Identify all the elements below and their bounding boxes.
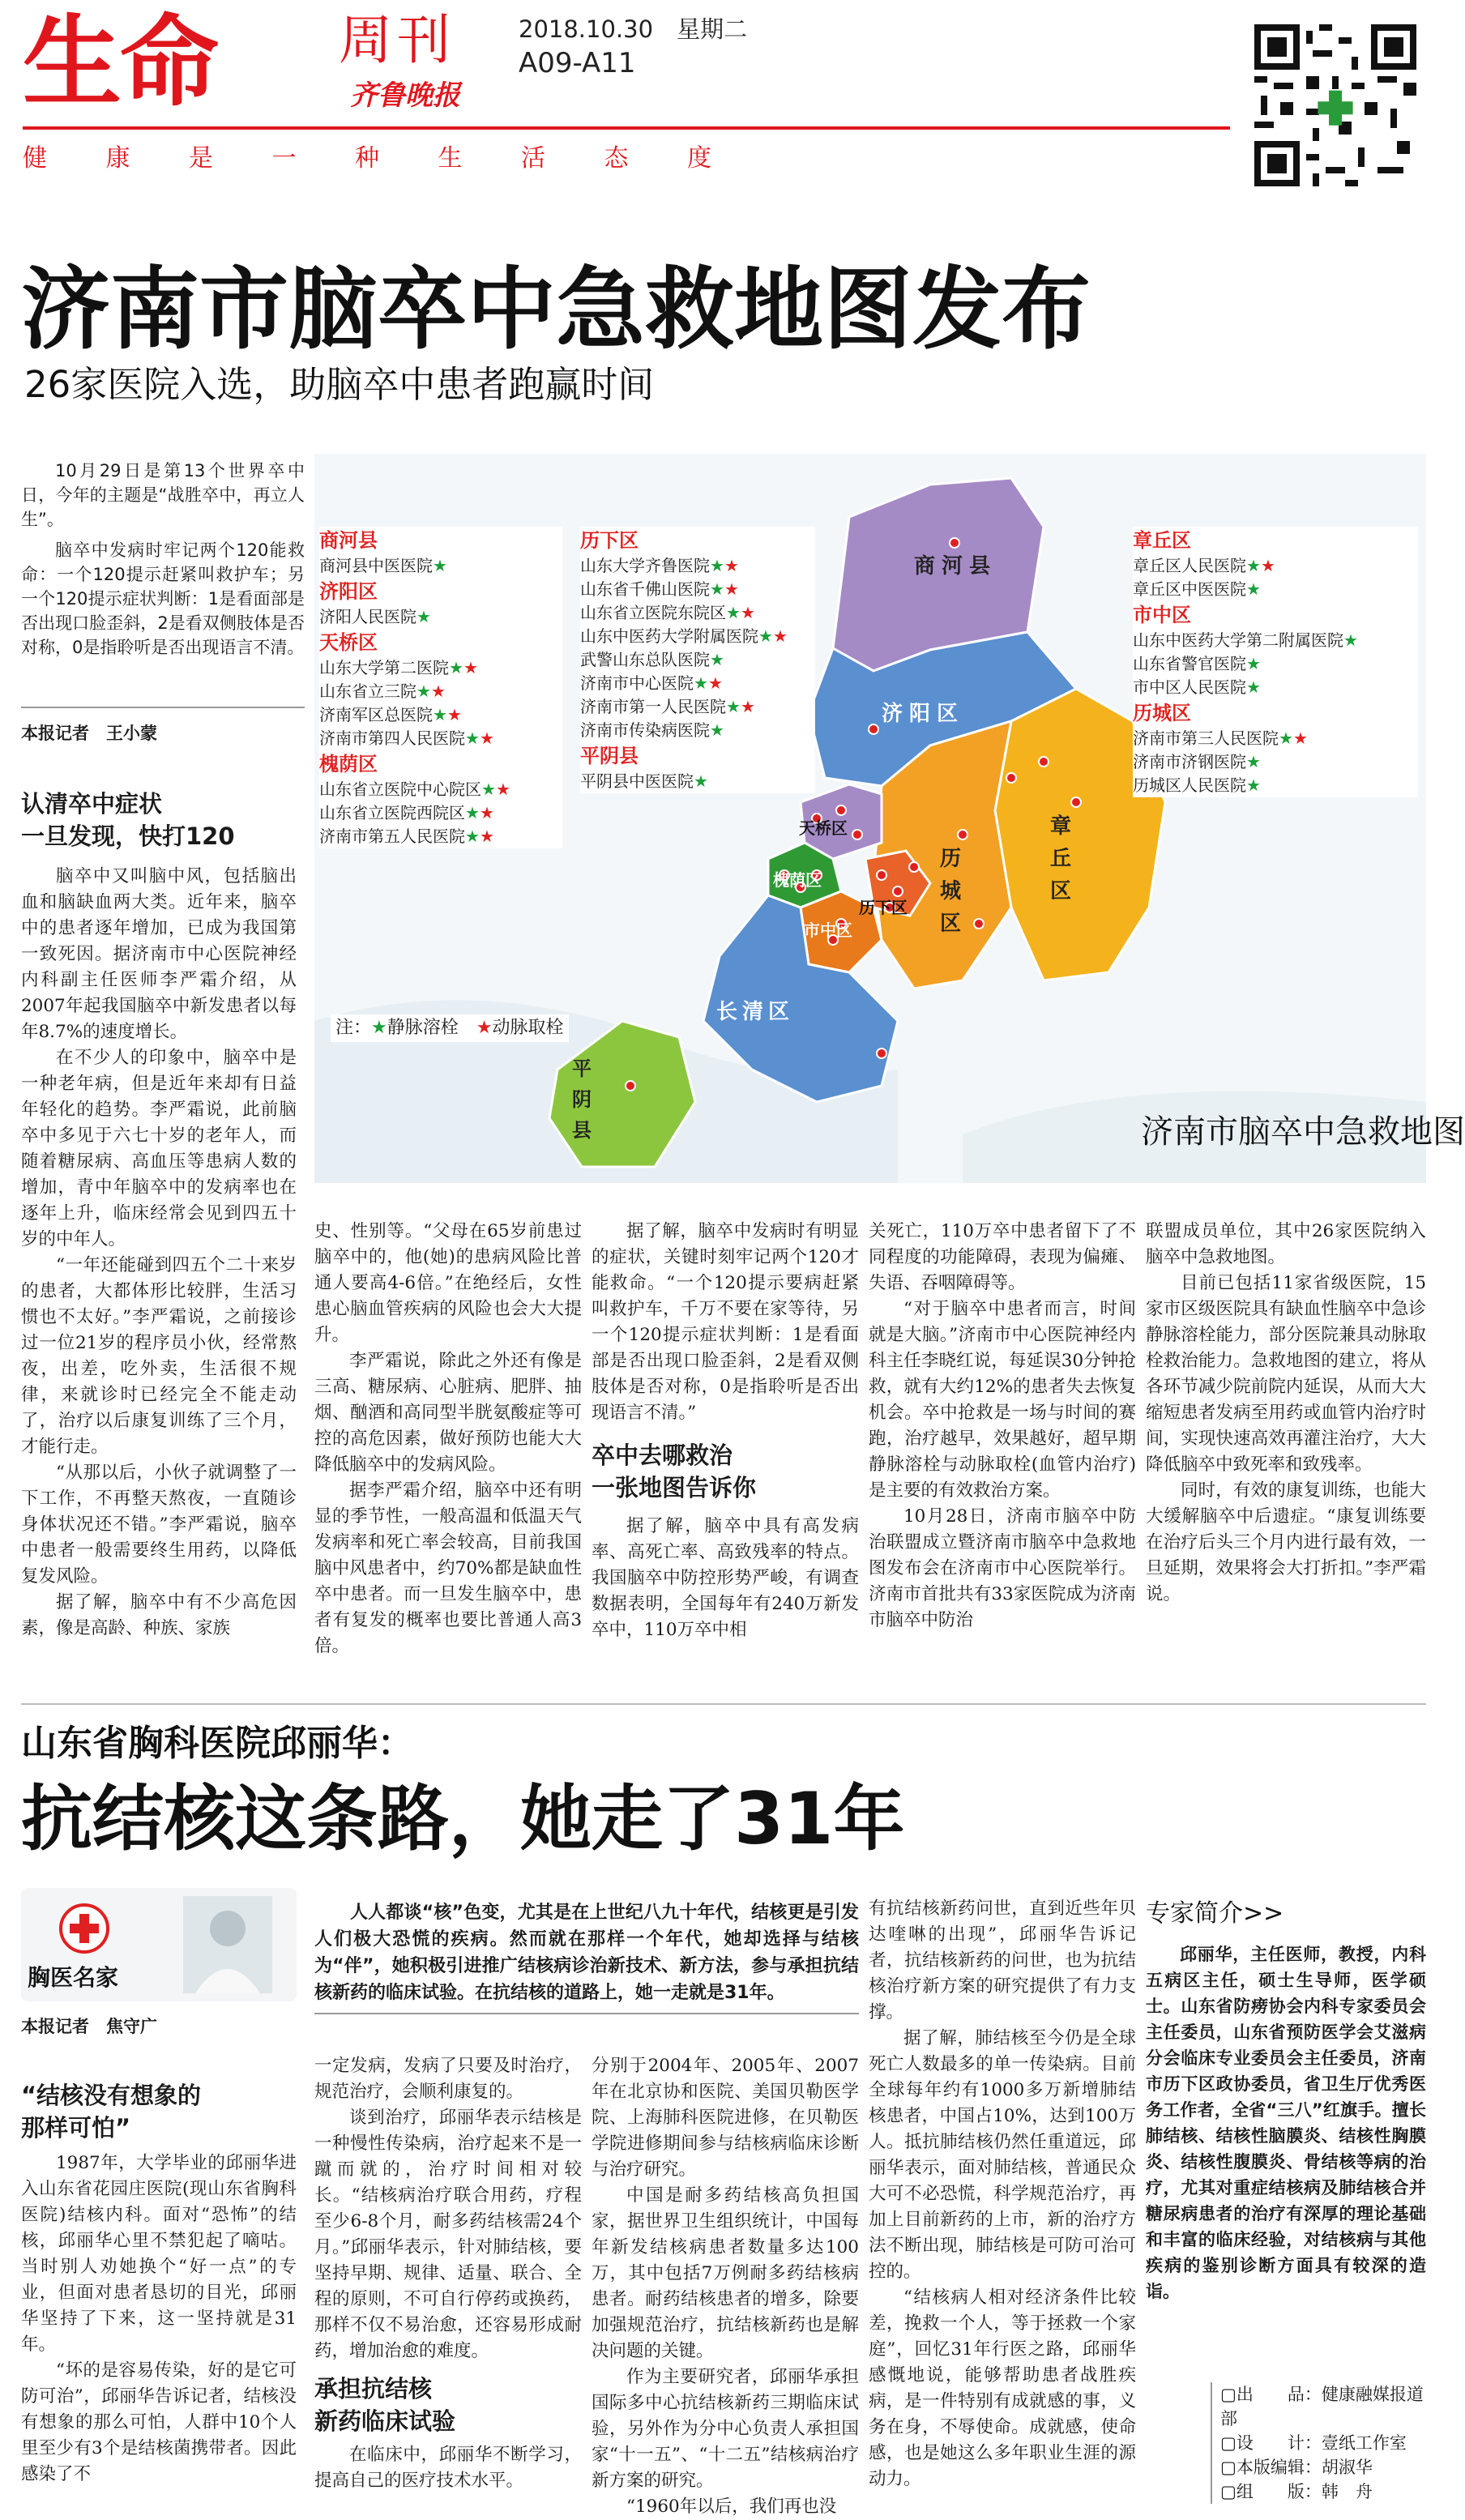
article1-subtitle: 26家医院入选，助脑卒中患者跑赢时间 — [24, 363, 655, 406]
list-item: 济南市第四人民医院★★ — [319, 728, 494, 748]
article2-section1-title: “结核没有想象的 那样可怕” — [21, 2082, 202, 2142]
district-label-zhangqiu: 章丘区 — [1050, 814, 1072, 903]
brand-logo: 生命 — [23, 5, 217, 120]
map-hospital-list-right — [1133, 527, 1418, 797]
district-label-jiyang: 济阳区 — [882, 702, 965, 726]
article1-column-5: 联盟成员单位，其中26家医院纳入脑卒中急救地图。 目前已包括11家省级医院，15家市区级医院具有缺血性脑卒中急诊静脉溶栓能力，部分医院兼具动脉取栓救治能力。急救地图的建立，将从各环节减少院前院内延误，从而大大缩短患者发病至用药或血管内治疗时间，实现快速高效再灌注治疗，大大降低脑卒中致死率和致残率。 同时，有效的康复训练，也能大大缓解脑卒中后遗症。“康复训练要在治疗后头三个月内进行最有效，一旦延期，效果将会大打折扣。”李严霜说。 — [1146, 1221, 1426, 1604]
expert-badge — [21, 1888, 297, 2001]
list-item: 山东省立三院★★ — [319, 681, 446, 701]
list-item: 济南市传染病医院★ — [580, 720, 724, 740]
list-item: 济南市第五人民医院★★ — [319, 826, 494, 846]
list-item: 历城区人民医院★ — [1133, 775, 1261, 795]
profile-heading: 专家简介>> — [1146, 1899, 1284, 1928]
list-item: 章丘区中医医院★ — [1133, 579, 1261, 599]
weekly-label: 周刊 — [339, 9, 455, 71]
list-item: 山东省警官医院★ — [1133, 654, 1261, 673]
district-label-lixia: 历下区 — [859, 898, 908, 917]
credit-line: ▢组 版：韩 舟 — [1220, 2482, 1373, 2501]
list-item: 山东中医药大学第二附属医院★ — [1133, 630, 1358, 650]
article1-column-3a: 据了解，脑卒中发病时有明显的症状，关键时刻牢记两个120才能救命。“一个120提示要病赶紧叫救护车，千万不要在家等待，另一个120提示症状判断：1是看面部是否出现口脸歪斜，2是看双侧肢体是否对称，0是指聆听是否出现语言不清。” — [592, 1221, 859, 1423]
badge-label: 胸医名家 — [28, 1964, 119, 1991]
article1-column-4: 关死亡，110万卒中患者留下了不同程度的功能障碍，表现为偏瘫、失语、吞咽障碍等。 “对于脑卒中患者而言，时间就是大脑。”济南市中心医院神经内科主任李晓红说，每延误30分钟抢救，就有大约12%的患者失去恢复机会。卒中抢救是一场与时间的赛跑，治疗越早，效果越好，超早期静脉溶栓与动脉取栓(血管内治疗)是主要的有效救治方案。 10月28日，济南市脑卒中防治联盟成立暨济南市脑卒中急救地图发布会在济南市中心医院举行。济南市首批共有33家医院成为济南市脑卒中防治 — [869, 1221, 1136, 1630]
district-label-shizhong: 市中区 — [804, 920, 852, 940]
credit-line: ▢设 计：壹纸工作室 — [1220, 2433, 1407, 2453]
list-item: 山东中医药大学附属医院★★ — [580, 626, 788, 646]
article2-column-1: 1987年，大学毕业的邱丽华进入山东省花园庄医院(现山东省胸科医院)结核内科。面对“恐怖”的结核，邱丽华心里不禁犯起了嘀咕。当时别人劝她换个“好一点”的专业，但面对患者恳切的目光，邱丽华坚持了下来，这一坚持就是31年。 “坏的是容易传染，好的是它可防可治”，邱丽华告诉记者，结核没有想象的那么可怕，人群中10个人里至少有3个是结核菌携带者。因此感染了不 — [21, 2153, 297, 2484]
article1-column-1: 脑卒中又叫脑中风，包括脑出血和脑缺血两大类。近年来，脑卒中的患者逐年增加，已成为我国第一致死因。据济南市中心医院神经内科副主任医师李严霜介绍，从2007年起我国脑卒中新发患者以每年8.7%的速度增长。 在不少人的印象中，脑卒中是一种老年病，但是近年来却有日益年轻化的趋势。李严霜说，此前脑卒中多见于六七十岁的老年人，而随着糖尿病、高血压等患病人数的增加，青中年脑卒中的发病率也在逐年上升，临床经常会见到四五十岁的中年人。 “一年还能碰到四五个二十来岁的患者，大都体形比较胖，生活习惯也不太好。”李严霜说，之前接诊过一位21岁的程序员小伙，经常熬夜，出差，吃外卖，生活很不规律，来就诊时已经完全不能走动了，治疗以后康复训练了三个月，才能行走。 “从那以后，小伙子就调整了一下工作，不再整天熬夜，一直随诊身体状况还不错。”李严霜说，脑卒中患者一般需要终生用药，以降低复发风险。 据了解，脑卒中有不少高危因素，像是高龄、种族、家族 — [21, 866, 297, 1638]
list-group: 市中区 山东中医药大学第二附属医院★ 山东省警官医院★ 市中区人民医院★ — [1133, 601, 1418, 699]
article1-section1-title: 认清卒中症状 一旦发现，快打120 — [21, 790, 235, 850]
section-divider — [21, 1703, 1426, 1705]
credits-box — [1211, 2382, 1426, 2504]
district-label-huaiyin: 槐荫区 — [773, 870, 822, 890]
list-item: 山东省立医院西院区★★ — [319, 803, 494, 822]
article1-reporter: 本报记者 王小蒙 — [21, 724, 157, 743]
list-item: 市中区人民医院★ — [1133, 677, 1261, 697]
brand-rule — [23, 126, 1230, 130]
map-hospital-list-middle — [580, 527, 815, 793]
list-item: 山东省立医院中心院区★★ — [319, 779, 510, 799]
article2-kicker: 山东省胸科医院邱丽华： — [21, 1723, 413, 1764]
page-range: A09-A11 — [519, 47, 636, 79]
district-label-licheng: 历城区 — [940, 847, 962, 936]
list-item: 武警山东总队医院★ — [580, 650, 724, 669]
list-item: 平阴县中医医院★ — [580, 771, 708, 791]
list-group: 商河县 商河县中医医院★ — [319, 527, 562, 578]
article2-column-3: 分别于2004年、2005年、2007年在北京协和医院、美国贝勒医学院、上海肺科医院进修，在贝勒医学院进修期间参与结核病临床诊断与治疗研究。 中国是耐多药结核高负担国家，据世界卫生组织统计，中国每年新发结核病患者数量多达100万，其中包括7万例耐多药结核病患者。耐药结核患者的增多，除要加强规范治疗，抗结核新药也是解决问题的关键。 作为主要研究者，邱丽华承担国际多中心抗结核新药三期临床试验，另外作为分中心负责人承担国家“十一五”、“十二五”结核病治疗新方案的研究。 “1960年以后，我们再也没 — [592, 2056, 859, 2517]
profile-text: 邱丽华，主任医师，教授，内科五病区主任，硕士生导师，医学硕士。山东省防痨协会内科专家委员会主任委员，山东省预防医学会艾滋病分会临床专业委员会主任委员，济南市历下区政协委员，省卫生厅优秀医务工作者，全省“三八”红旗手。擅长肺结核、结核性脑膜炎、结核性胸膜炎、结核性腹膜炎、骨结核等病的治疗，尤其对重症结核病及肺结核合并糖尿病患者的治疗有深厚的理论基础和丰富的临床经验，对结核病与其他疾病的鉴别诊断方面具有较深的造诣。 — [1146, 1945, 1426, 2301]
district-label-tianqiao: 天桥区 — [799, 818, 848, 838]
article1-column-3b: 据了解，脑卒中具有高发病率、高死亡率、高致残率的特点。我国脑卒中防控形势严峻，有调查数据表明，全国每年有240万新发卒中，110万卒中相 — [592, 1516, 859, 1640]
list-group: 槐荫区 山东省立医院中心院区★★ 山东省立医院西院区★★ 济南市第五人民医院★★ — [319, 750, 562, 848]
map-caption: 济南市脑卒中急救地图 — [1141, 1113, 1465, 1151]
list-group: 天桥区 山东大学第二医院★★ 山东省立三院★★ 济南军区总医院★★ 济南市第四人民医院★★ — [319, 629, 562, 750]
article1-intro: 10月29日是第13个世界卒中日，今年的主题是“战胜卒中，再立人生”。 脑卒中发病时牢记两个120能救命：一个120提示赶紧叫救护车；另一个120提示症状判断：1是看面部是否出现口脸歪斜，2是看双侧肢体是否对称，0是指聆听是否出现语言不清。 — [21, 461, 305, 657]
newspaper-name: 齐鲁晚报 — [350, 79, 460, 112]
article2-column-4: 有抗结核新药问世，直到近些年贝达喹啉的出现”，邱丽华告诉记者，抗结核新药的问世，也为抗结核治疗新方案的研究提供了有力支撑。 据了解，肺结核至今仍是全球死亡人数最多的单一传染病。目前全球每年约有1000多万新增肺结核患者，中国占10%，达到100万人。抵抗肺结核仍然任重道远，邱丽华表示，面对肺结核，普通民众大可不必恐慌，科学规范治疗，再加上目前新药的上市，新的治疗方法不断出现，肺结核是可防可治可控的。 “结核病人相对经济条件比较差，挽救一个人，等于拯救一个家庭”，回忆31年行医之路，邱丽华感慨地说，能够帮助患者战胜疾病，是一件特别有成就感的事，义务在身，不辱使命。成就感，使命感，也是她这么多年职业生涯的源动力。 — [869, 1899, 1136, 2489]
list-group: 平阴县 平阴县中医医院★ — [580, 742, 815, 793]
list-group: 历城区 济南市第三人民医院★★ 济南市济钢医院★ 历城区人民医院★ — [1133, 699, 1418, 797]
map-legend: 注：★静脉溶栓 ★动脉取栓 — [331, 1014, 569, 1042]
credit-line: ▢出 品：健康融媒报道部 — [1220, 2385, 1424, 2428]
slogan: 健 康 是 一 种 生 活 态 度 — [23, 144, 711, 173]
article1-column-2: 史、性别等。“父母在65岁前患过脑卒中的，他(她)的患病风险比普通人要高4-6倍。”在绝经后，女性患心脑血管疾病的风险也会大大提升。 李严霜说，除此之外还有像是三高、糖尿病、心脏病、肥胖、抽烟、酗酒和高同型半胱氨酸症等可控的高危因素，做好预防也能大大降低脑卒中的发病风险。 据李严霜介绍，脑卒中还有明显的季节性，一般高温和低温天气发病率和死亡率会较高，目前我国脑中风患者中，约70%都是缺血性卒中患者。而一旦发生脑卒中，患者有复发的概率也要比普通人高3倍。 — [314, 1221, 582, 1656]
list-item: 济南市中心医院★★ — [580, 673, 723, 693]
doctor-photo-icon — [183, 1896, 272, 1993]
map-hospital-list-left — [319, 527, 562, 848]
issue-date: 2018.10.30 星期二 — [519, 15, 748, 43]
list-item: 商河县中医医院★ — [319, 556, 447, 575]
hospital-logo-icon — [58, 1903, 110, 1954]
district-label-shanghe: 商河县 — [914, 554, 997, 579]
list-item: 山东大学第二医院★★ — [319, 658, 478, 677]
list-item: 济阳人民医院★ — [319, 607, 431, 626]
masthead — [0, 0, 1446, 188]
list-item: 山东省立医院东院区★★ — [580, 603, 755, 622]
article1-section2-title: 卒中去哪救治 一张地图告诉你 — [592, 1442, 757, 1501]
article2-lead: 人人都谈“核”色变，尤其是在上世纪八九十年代，结核更是引发人们极大恐慌的疾病。然而就在那样一个年代，她却选择与结核为“伴”，她积极引进推广结核病诊治新技术、新方法，参与承担抗结核新药的临床试验。在抗结核的道路上，她一走就是31年。 — [314, 1896, 859, 2014]
list-item: 济南市第三人民医院★★ — [1133, 728, 1308, 748]
stroke-map — [314, 454, 1465, 1183]
article2-section2-title: 承担抗结核 新药临床试验 — [314, 2375, 456, 2435]
list-item: 山东大学齐鲁医院★★ — [580, 556, 739, 575]
list-item: 济南市济钢医院★ — [1133, 752, 1261, 771]
credit-line: ▢本版编辑：胡淑华 — [1220, 2458, 1373, 2477]
list-item: 章丘区人民医院★★ — [1133, 556, 1275, 575]
qr-code-icon[interactable] — [1254, 24, 1416, 186]
article2-reporter: 本报记者 焦守广 — [21, 2017, 157, 2036]
intro-rule — [21, 707, 305, 708]
list-item: 济南市第一人民医院★★ — [580, 697, 755, 716]
district-label-changqing: 长清区 — [716, 1000, 795, 1024]
article2-column-2b: 在临床中，邱丽华不断学习，提高自己的医疗技术水平。 — [314, 2445, 582, 2491]
list-group: 历下区 山东大学齐鲁医院★★ 山东省千佛山医院★★ 山东省立医院东院区★★ 山东中医药大学附属医院★★ 武警山东总队医院★ 济南市中心医院★★ 济南市第一人民医院★★ 济南市传染病医院★ — [580, 527, 815, 742]
article2-column-2a: 一定发病，发病了只要及时治疗，规范治疗，会顺利康复的。 谈到治疗，邱丽华表示结核是一种慢性传染病，治疗起来不是一蹴而就的，治疗时间相对较长。“结核病治疗联合用药，疗程至少6-8个月，耐多药结核需24个月。”邱丽华表示，针对肺结核，要坚持早期、规律、适量、联合、全程的原则，不可自行停药或换药，那样不仅不易治愈，还容易形成耐药，增加治愈的难度。 — [314, 2056, 582, 2361]
article1-title: 济南市脑卒中急救地图发布 — [21, 258, 1091, 361]
article2-title: 抗结核这条路，她走了31年 — [21, 1777, 905, 1860]
list-item: 山东省千佛山医院★★ — [580, 579, 739, 599]
list-group: 章丘区 章丘区人民医院★★ 章丘区中医医院★ — [1133, 527, 1418, 601]
list-group: 济阳区 济阳人民医院★ — [319, 578, 562, 629]
list-item: 济南军区总医院★★ — [319, 705, 462, 724]
district-label-pingyin: 平阴县 — [572, 1057, 592, 1142]
